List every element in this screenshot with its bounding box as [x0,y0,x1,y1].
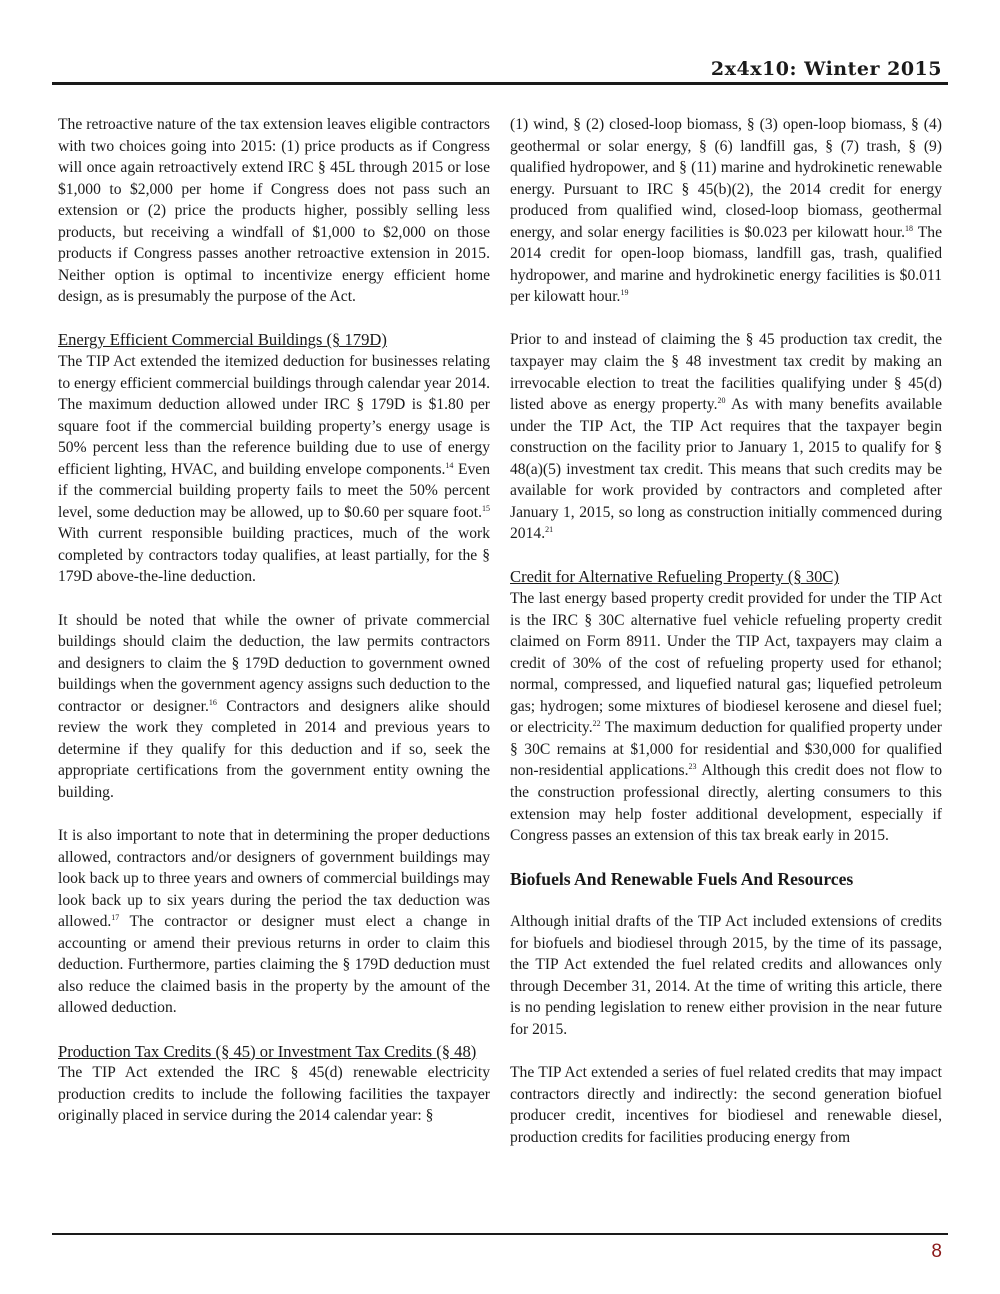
subheading-30c: Credit for Alternative Refueling Property (§ 30C) [510,567,840,587]
paragraph-30c [510,588,942,847]
text-segment: The 2014 credit for open-loop biomass, landfill gas, trash, qualified hydropower, and marine and hydrokinetic energy facilities is $0.011 per kilowatt hour. [510,223,942,306]
text-segment: The TIP Act extended the itemized deduction for businesses relating to energy efficient commercial buildings through calendar year 2014. The maximum deduction allowed under IRC § 179D is $1.80 per square foot if the commercial building property’s energy usage is 50% percent less than the reference building due to use of energy efficient lighting, HVAC, and building envelope components. [58,353,491,478]
header-rule [52,82,948,85]
text-segment: Prior to and instead of claiming the § 45 production tax credit, the taxpayer may claim the § 48 investment tax credit by making an irrevocable election to treat the facilities qualifying under § 45(d) listed above as energy property. [510,331,942,414]
subheading-45-48: Production Tax Credits (§ 45) or Investment Tax Credits (§ 48) [58,1041,477,1061]
footnote-ref-23: 23 [688,762,697,772]
paragraph-government-buildings [58,610,490,804]
text-segment: As with many benefits available under the TIP Act, the TIP Act requires that the taxpayer begin construction on the facility prior to January 1, 2015 to qualify for § 48(a)(5) investment tax credit. This means that such credits may be available for work provided by contractors and completed after January 1, 2015, so long as construction initially commenced during 2014. [510,396,943,543]
footnote-ref-17: 17 [111,913,120,923]
paragraph-fuel-credits: The TIP Act extended a series of fuel related credits that may impact contractors directly and indirectly: the second generation biofuel producer credit, incentives for biodiesel and renewable diesel, production credits for facilities producing energy from [510,1063,942,1146]
paragraph-retroactive-nature: The retroactive nature of the tax extension leaves eligible contractors with two choices going into 2015: (1) price products as if Congress will once again retroactively extend IRC § 45L through 2015 or lose $1,000 to $2,000 per home if Congress does not pass such an extension or (2) price the products higher, possibly selling less products, but receiving a windfall of $1,000 to $2,000 on those products if Congress passes another retroactive extension in 2015. Neither option is optimal to incentivize energy efficient home design, as is presumably the purpose of the Act. [58,116,490,306]
paragraph-facilities-list [510,114,942,308]
text-segment: The last energy based property credit provided for under the TIP Act is the IRC § 30C alternative fuel vehicle refueling property credit claimed on Form 8911. Under the TIP Act, taxpayers may claim a credit of 30% of the cost of refueling property used for ethanol; normal, compressed, and liquefied natural gas; liquefied petroleum gas; hydrogen; some mixtures of biodiesel kerosene and diesel fuel; or electricity. [510,590,942,737]
publication-header-title: 2x4x10: Winter 2015 [710,58,942,80]
section-heading-biofuels: Biofuels And Renewable Fuels And Resources [510,869,854,890]
paragraph-look-back [58,825,490,1019]
text-segment: The contractor or designer must elect a change in accounting or amend their previous returns in order to claim this deduction. Furthermore, parties claiming the § 179D deduction must also reduce the claimed basis in the property by the amount of the allowed deduction. [58,913,490,1017]
footnote-ref-15: 15 [482,503,490,513]
text-segment: Although this credit does not flow to the construction professional directly, alerting consumers to this extension may help foster additional development, especially if Congress passes an extension of this tax break early in 2015. [510,762,942,845]
footnote-ref-21: 21 [545,525,554,535]
footnote-ref-19: 19 [620,288,629,298]
footer-rule [52,1233,948,1235]
footnote-ref-20: 20 [717,395,726,405]
footnote-ref-14: 14 [445,460,454,470]
paragraph-179d [58,351,490,588]
text-segment: It is also important to note that in determining the proper deductions allowed, contractors and/or designers of government buildings may look back up to three years and owners of commercial buildings may look back up to six years during the period the tax deduction was allowed. [58,827,490,931]
paragraph-45d: The TIP Act extended the IRC § 45(d) renewable electricity production credits to include the following facilities the taxpayer originally placed in service during the 2014 calendar year: § [58,1064,490,1125]
paragraph-48-investment [510,329,942,544]
right-column [510,114,942,1148]
text-segment: Even if the commercial building property fails to meet the 50% percent level, some deduction may be allowed, up to $0.60 per square foot. [58,460,490,521]
text-segment: (1) wind, § (2) closed-loop biomass, § (3) open-loop biomass, § (4) geothermal or solar energy, § (6) landfill gas, § (7) trash, § (9) qualified hydropower, and § (11) marine and hydrokinetic renewable energy. Pursuant to IRC § 45(b)(2), the 2014 credit for energy produced from qualified wind, closed-loop biomass, geothermal energy, and solar energy facilities is $0.023 per kilowatt hour. [510,116,942,241]
text-segment: It should be noted that while the owner of private commercial buildings should claim the deduction, the law permits contractors and designers to claim the § 179D deduction to government owned buildings when the government agency assigns such deduction to the contractor or designer. [58,611,490,715]
text-segment: The maximum deduction for qualified property under § 30C remains at $1,000 for residential and $30,000 for qualified non-residential applications. [510,719,942,780]
subheading-179d: Energy Efficient Commercial Buildings (§ 179D) [58,330,387,350]
footnote-ref-16: 16 [208,697,217,707]
left-column [58,114,490,1127]
footnote-ref-18: 18 [904,223,913,233]
text-segment: With current responsible building practices, much of the work completed by contractors today qualifies, at least partially, for the § 179D above-the-line deduction. [58,525,490,586]
page-number: 8 [931,1241,942,1262]
paragraph-biofuels-drafts: Although initial drafts of the TIP Act included extensions of credits for biofuels and biodiesel through 2015, by the time of its passage, the TIP Act extended the fuel related credits and allowances only through December 31, 2014. At the time of writing this article, there is no pending legislation to renew either provision in the near future for 2015. [510,913,942,1038]
text-segment: Contractors and designers alike should review the work they completed in 2014 and previous years to determine if they qualify for this deduction and if so, seek the appropriate certifications from the government entity owning the building. [58,697,490,801]
footnote-ref-22: 22 [592,719,601,729]
